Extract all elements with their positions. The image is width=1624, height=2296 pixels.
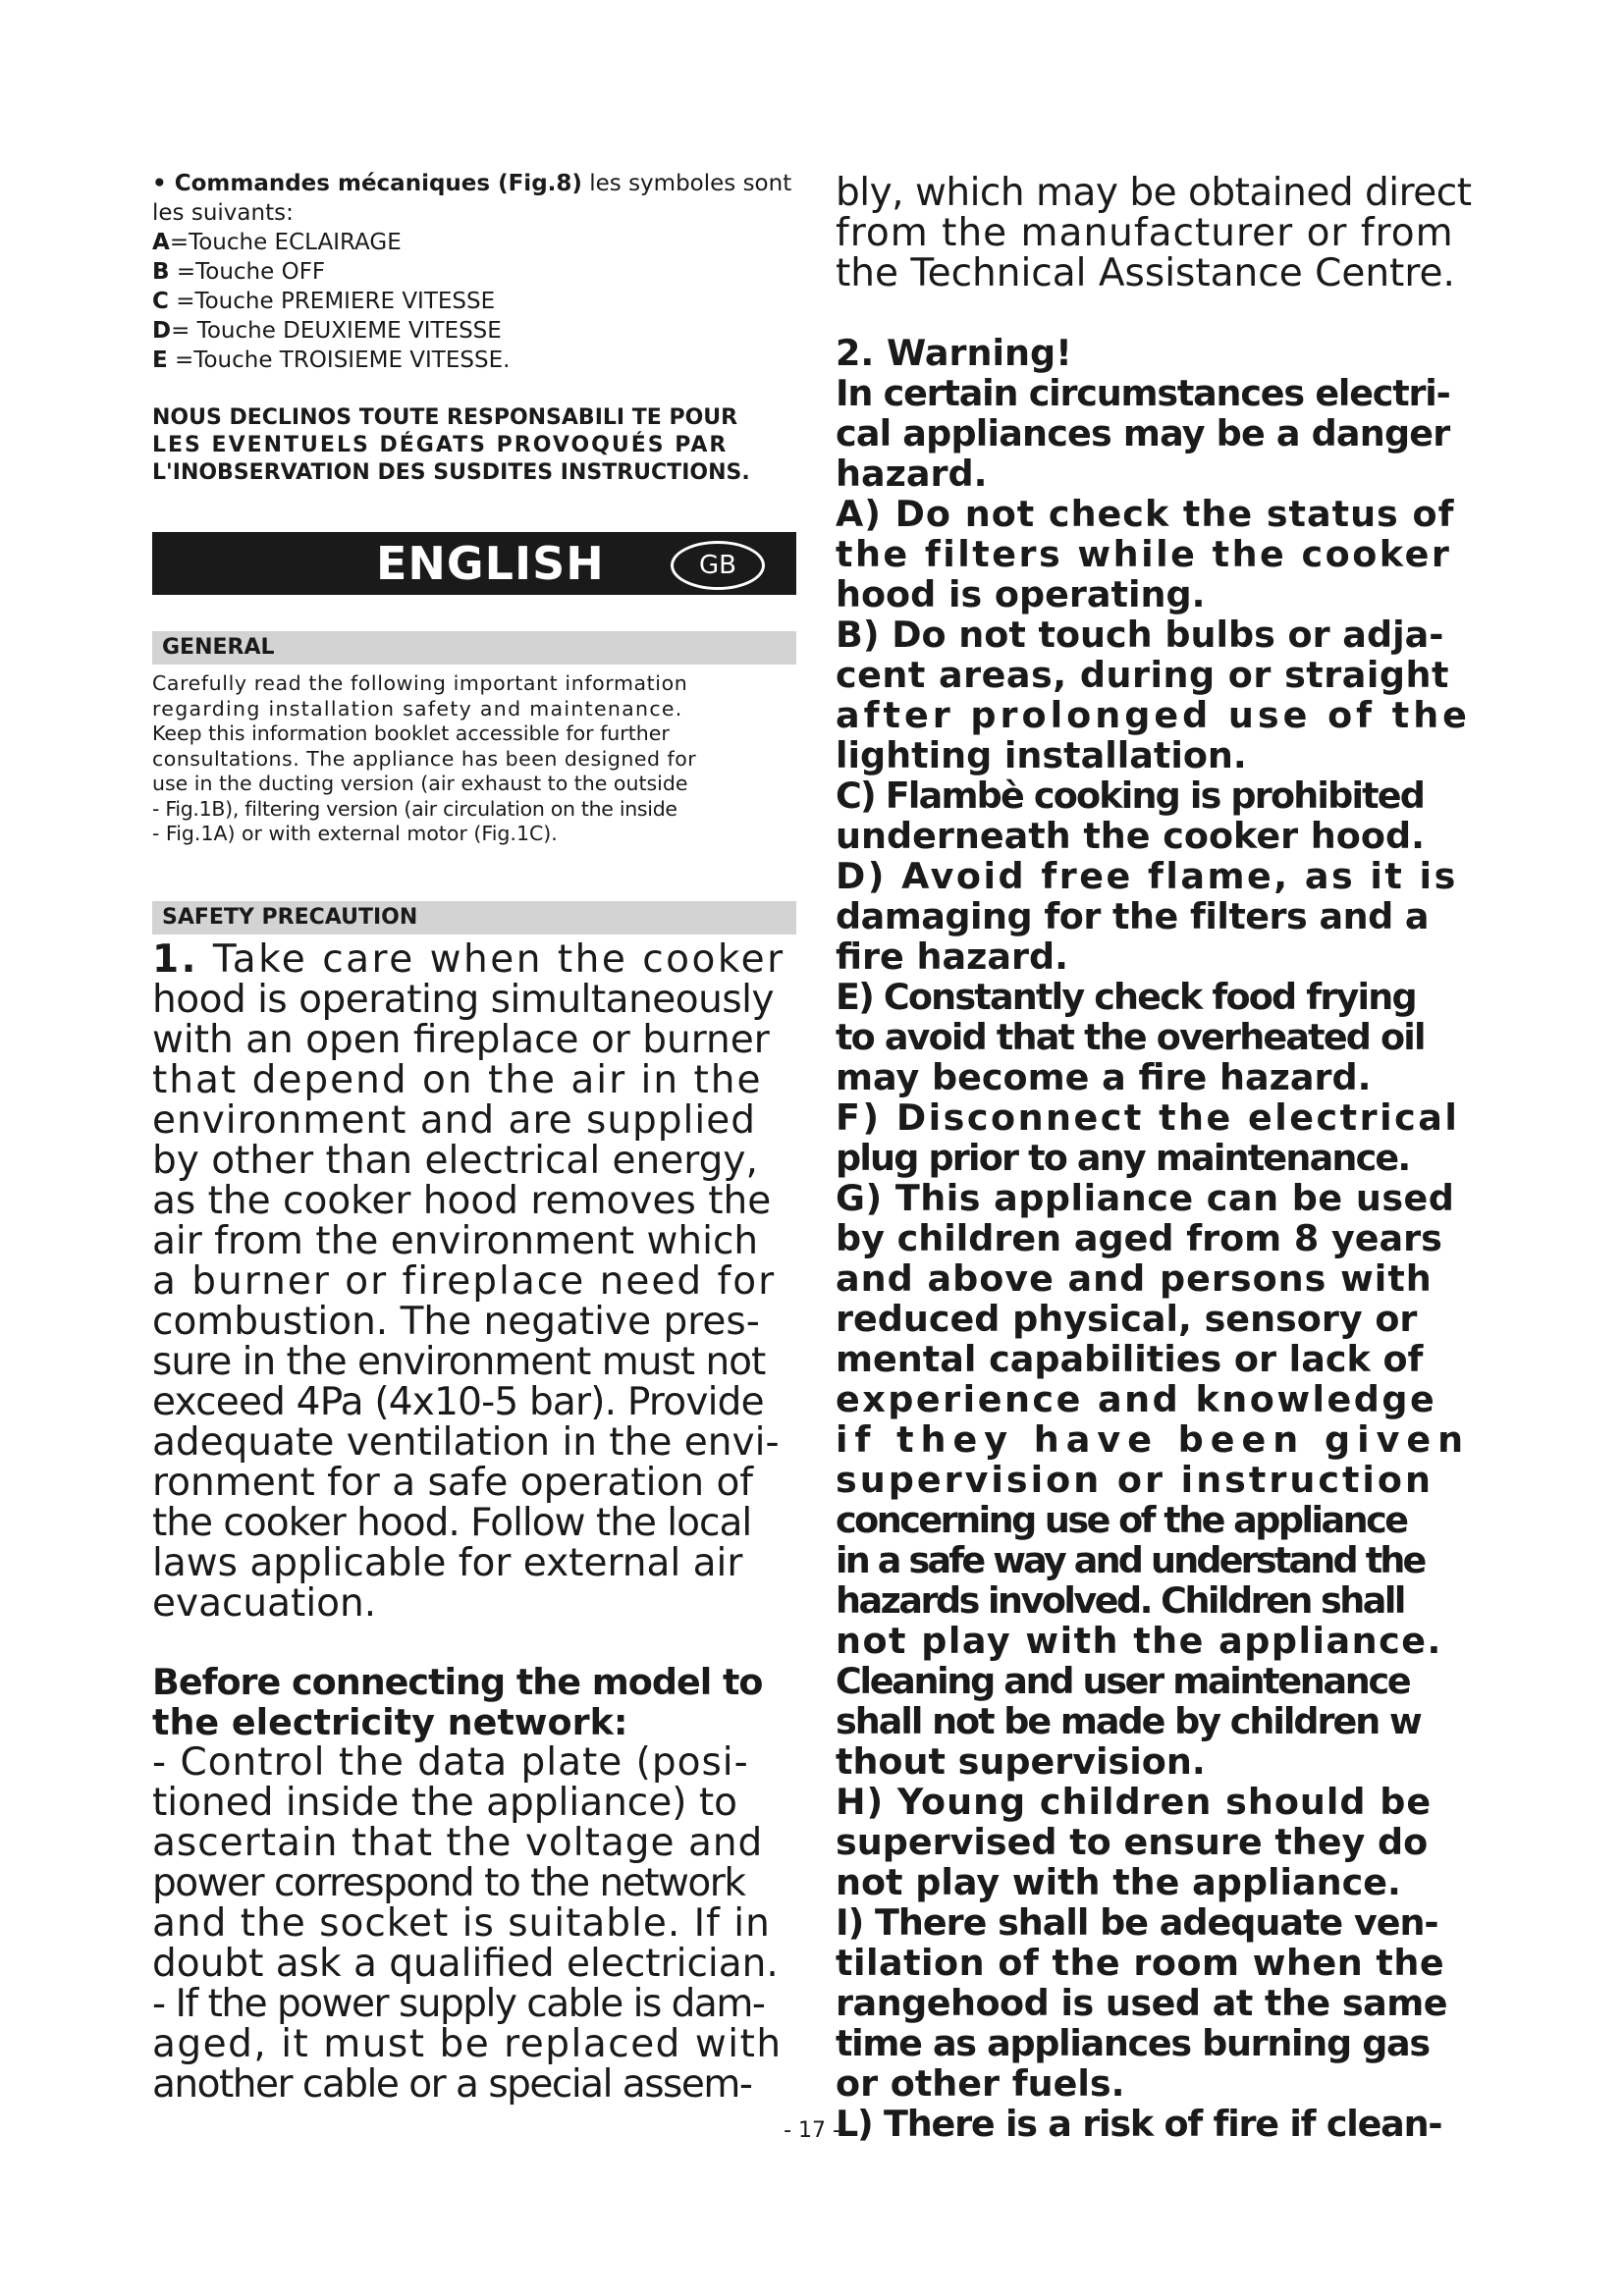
key-c: C =Touche PREMIERE VITESSE bbox=[152, 289, 496, 314]
paragraph-line: combustion. The negative pres- bbox=[152, 1300, 760, 1344]
french-controls-intro-rest: les symboles sont bbox=[581, 171, 792, 196]
warning-line: lighting installation. bbox=[836, 734, 1247, 776]
paragraph-line: adequate ventilation in the envi- bbox=[152, 1420, 780, 1465]
warning-line: plug prior to any maintenance. bbox=[836, 1137, 1410, 1179]
warning-line: H) Young children should be bbox=[836, 1781, 1433, 1823]
warning-line: G) This appliance can be used bbox=[836, 1177, 1455, 1219]
key-d: D= Touche DEUXIEME VITESSE bbox=[152, 318, 502, 344]
disclaimer-line: LES EVENTUELS DÉGATS PROVOQUÉS PAR bbox=[152, 433, 729, 457]
disclaimer-line: NOUS DECLINOS TOUTE RESPONSABILI TE POUR bbox=[152, 405, 738, 430]
heading-line: Before connecting the model to bbox=[152, 1661, 763, 1703]
cable-continuation bbox=[836, 173, 1484, 294]
warning-line: time as appliances burning gas bbox=[836, 2022, 1430, 2064]
paragraph-line: sure in the environment must not bbox=[152, 1340, 766, 1384]
paragraph-line: power correspond to the network bbox=[152, 1861, 745, 1905]
paragraph-line: aged, it must be replaced with bbox=[152, 2022, 783, 2066]
paragraph-line: a burner or fireplace need for bbox=[152, 1259, 777, 1304]
warning-line: hood is operating. bbox=[836, 573, 1206, 615]
warning-line: cent areas, during or straight bbox=[836, 654, 1449, 696]
paragraph-line: another cable or a special assem- bbox=[152, 2062, 752, 2107]
french-controls-intro-line2: les suivants: bbox=[152, 200, 294, 226]
french-disclaimer bbox=[152, 404, 800, 487]
paragraph-line: bly, which may be obtained direct bbox=[836, 171, 1472, 215]
paragraph-line: use in the ducting version (air exhaust to the outside bbox=[152, 772, 688, 795]
warning-line: to avoid that the overheated oil bbox=[836, 1016, 1425, 1058]
paragraph-line: - Fig.1B), filtering version (air circulation on the inside bbox=[152, 796, 677, 821]
warning-line: underneath the cooker hood. bbox=[836, 815, 1425, 857]
warning-line: after prolonged use of the bbox=[836, 694, 1471, 736]
paragraph-line: tioned inside the appliance) to bbox=[152, 1781, 738, 1825]
paragraph-line: Keep this information booklet accessible for further bbox=[152, 721, 670, 745]
safety-item-number: 1. bbox=[152, 937, 198, 982]
warning-section bbox=[836, 333, 1484, 2144]
disclaimer-line: L'INOBSERVATION DES SUSDITES INSTRUCTIONS. bbox=[152, 460, 750, 485]
warning-line: B) Do not touch bulbs or adja- bbox=[836, 614, 1444, 656]
paragraph-line: the Technical Assistance Centre. bbox=[836, 251, 1455, 295]
before-connecting-heading bbox=[152, 1662, 800, 1742]
general-heading: GENERAL bbox=[152, 631, 796, 665]
warning-line: damaging for the filters and a bbox=[836, 895, 1430, 937]
warning-line: experience and knowledge bbox=[836, 1378, 1437, 1420]
key-b: B =Touche OFF bbox=[152, 259, 326, 285]
warning-line: Cleaning and user maintenance bbox=[836, 1660, 1410, 1702]
warning-line: C) Flambè cooking is prohibited bbox=[836, 774, 1425, 817]
general-paragraph bbox=[152, 671, 800, 847]
warning-line: thout supervision. bbox=[836, 1740, 1206, 1783]
warning-line: if they have been given bbox=[836, 1418, 1471, 1461]
paragraph-line: Carefully read the following important information bbox=[152, 671, 688, 695]
page-number: - 17 - bbox=[784, 2118, 840, 2143]
warning-line: hazards involved. Children shall bbox=[836, 1579, 1404, 1622]
warning-line: tilation of the room when the bbox=[836, 1942, 1445, 1984]
warning-line: the filters while the cooker bbox=[836, 533, 1452, 575]
warning-line: and above and persons with bbox=[836, 1257, 1433, 1300]
paragraph-line: regarding installation safety and maintenance. bbox=[152, 696, 683, 721]
paragraph-line: with an open fireplace or burner bbox=[152, 1018, 770, 1062]
warning-line: not play with the appliance. bbox=[836, 1861, 1401, 1903]
paragraph-line: by other than electrical energy, bbox=[152, 1139, 758, 1183]
french-controls-intro-bold: • Commandes mécaniques (Fig.8) bbox=[152, 171, 582, 196]
language-title: ENGLISH bbox=[376, 537, 605, 590]
warning-line: A) Do not check the status of bbox=[836, 493, 1455, 535]
paragraph-line: Take care when the cooker bbox=[197, 937, 785, 982]
warning-line: cal appliances may be a danger bbox=[836, 412, 1450, 454]
paragraph-line: evacuation. bbox=[152, 1581, 377, 1626]
warning-line: hazard. bbox=[836, 453, 988, 495]
paragraph-line: environment and are supplied bbox=[152, 1098, 756, 1143]
gb-badge: GB bbox=[671, 541, 765, 590]
warning-line: supervision or instruction bbox=[836, 1459, 1434, 1501]
language-banner bbox=[152, 532, 796, 595]
safety-heading: SAFETY PRECAUTION bbox=[152, 901, 796, 934]
key-a: A=Touche ECLAIRAGE bbox=[152, 230, 402, 255]
warning-line: or other fuels. bbox=[836, 2062, 1125, 2105]
warning-line: E) Constantly check food frying bbox=[836, 976, 1416, 1018]
warning-line: by children aged from 8 years bbox=[836, 1217, 1442, 1259]
paragraph-line: consultations. The appliance has been designed for bbox=[152, 746, 697, 771]
paragraph-line: the cooker hood. Follow the local bbox=[152, 1501, 752, 1545]
paragraph-line: exceed 4Pa (4x10-5 bar). Provide bbox=[152, 1380, 764, 1424]
warning-line: reduced physical, sensory or bbox=[836, 1298, 1418, 1340]
safety-first-line bbox=[152, 939, 800, 980]
warning-line: D) Avoid free flame, as it is bbox=[836, 855, 1458, 897]
paragraph-line: hood is operating simultaneously bbox=[152, 978, 775, 1022]
key-e: E =Touche TROISIEME VITESSE. bbox=[152, 347, 511, 373]
warning-line: may become a fire hazard. bbox=[836, 1056, 1372, 1098]
warning-line: F) Disconnect the electrical bbox=[836, 1096, 1460, 1139]
french-controls-intro bbox=[152, 169, 800, 375]
warning-line: supervised to ensure they do bbox=[836, 1821, 1429, 1863]
paragraph-line: - If the power supply cable is dam- bbox=[152, 1982, 765, 2026]
paragraph-line: - Control the data plate (posi- bbox=[152, 1740, 749, 1785]
warning-line: shall not be made by children w bbox=[836, 1700, 1421, 1742]
before-connecting-paragraph bbox=[152, 1742, 800, 2105]
paragraph-line: as the cooker hood removes the bbox=[152, 1179, 772, 1223]
warning-heading: 2. Warning! bbox=[836, 332, 1072, 374]
paragraph-line: ronment for a safe operation of bbox=[152, 1461, 754, 1505]
paragraph-line: - Fig.1A) or with external motor (Fig.1C). bbox=[152, 822, 558, 845]
heading-line: the electricity network: bbox=[152, 1701, 628, 1743]
warning-line: not play with the appliance. bbox=[836, 1620, 1442, 1662]
warning-line: fire hazard. bbox=[836, 935, 1069, 978]
warning-line: concerning use of the appliance bbox=[836, 1499, 1407, 1541]
warning-line: rangehood is used at the same bbox=[836, 1982, 1448, 2024]
safety-paragraph bbox=[152, 939, 800, 1624]
paragraph-line: laws applicable for external air bbox=[152, 1541, 743, 1585]
paragraph-line: from the manufacturer or from bbox=[836, 211, 1454, 255]
warning-line: I) There shall be adequate ven- bbox=[836, 1901, 1438, 1944]
warning-line: L) There is a risk of fire if clean- bbox=[836, 2103, 1442, 2145]
warning-line: In certain circumstances electri- bbox=[836, 372, 1450, 414]
paragraph-line: ascertain that the voltage and bbox=[152, 1821, 764, 1865]
paragraph-line: and the socket is suitable. If in bbox=[152, 1901, 771, 1946]
warning-line: in a safe way and understand the bbox=[836, 1539, 1425, 1581]
paragraph-line: air from the environment which bbox=[152, 1219, 759, 1263]
paragraph-line: that depend on the air in the bbox=[152, 1058, 763, 1102]
warning-line: mental capabilities or lack of bbox=[836, 1338, 1424, 1380]
paragraph-line: doubt ask a qualified electrician. bbox=[152, 1942, 779, 1986]
